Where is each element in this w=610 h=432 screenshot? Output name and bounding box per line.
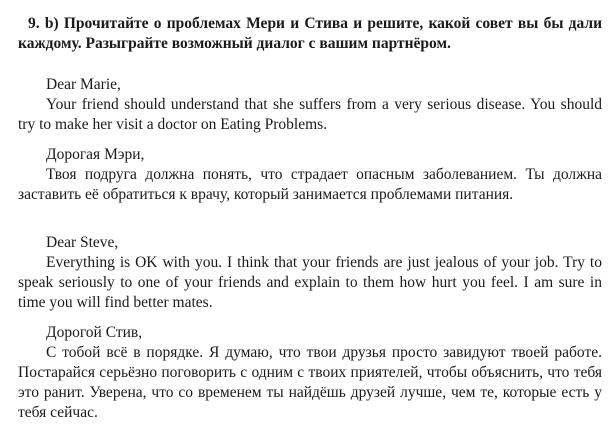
letter-body-steve-ru: С тобой всё в порядке. Я думаю, что твои друзья просто завидуют твоей работе. Постарайся серьёзно поговорить с одним с твоих приятелей, чтобы объяснить, что тебя это ранит. Уверена, что со временем ты найдёшь друзей лучше, чем те, которые есть у тебя сейчас. bbox=[18, 344, 602, 421]
letter-body-marie-en: Your friend should understand that she suffers from a very serious disease. You should try to make her visit a doctor on Eating Problems. bbox=[18, 96, 602, 133]
letter-salutation-marie-ru: Дорогая Мэри, bbox=[46, 146, 145, 163]
letter-salutation-steve-en: Dear Steve, bbox=[46, 234, 119, 251]
letter-body-steve-en: Everything is OK with you. I think that your friends are just jealous of your job. Try to speak seriously to one of your friends and explain to them how hurt you feel. I am sure in time you will find better mates. bbox=[18, 254, 602, 311]
letter-salutation-steve-ru: Дорогой Стив, bbox=[46, 324, 143, 341]
exercise-number: 9. b) bbox=[28, 15, 59, 32]
letter-salutation-marie-en: Dear Marie, bbox=[46, 76, 121, 93]
exercise-instruction-text: Прочитайте о проблемах Мери и Стива и решите, какой совет вы бы дали каждому. Разыграйте возможный диалог с вашим партнёром. bbox=[18, 15, 602, 52]
exercise-instruction bbox=[18, 14, 602, 54]
letter-body-marie-ru: Твоя подруга должна понять, что страдает опасным заболеванием. Ты должна заставить её обратиться к врачу, который занимается проблемами питания. bbox=[18, 166, 602, 203]
